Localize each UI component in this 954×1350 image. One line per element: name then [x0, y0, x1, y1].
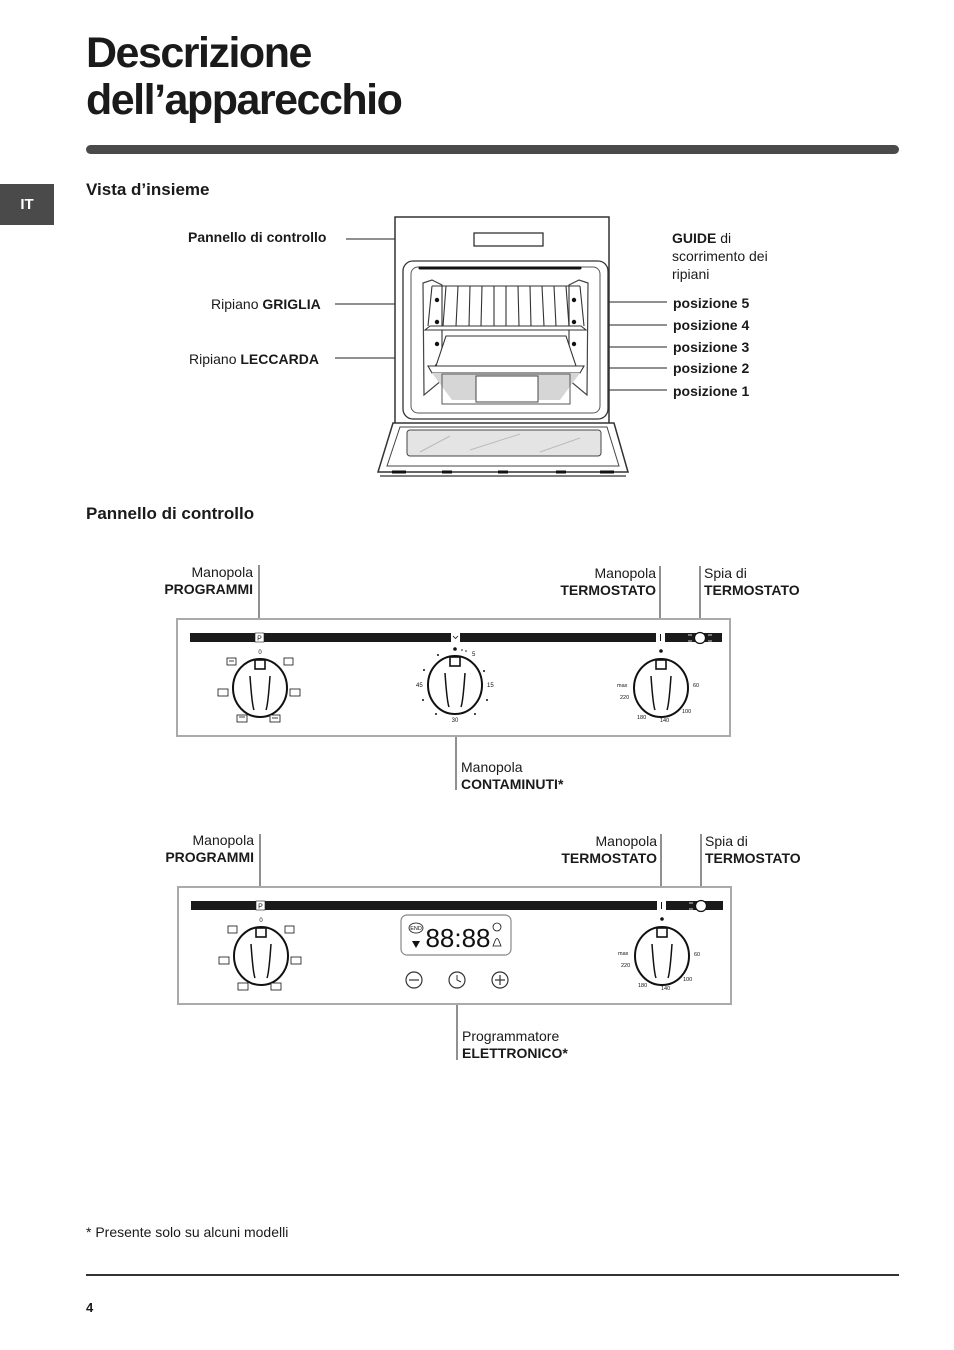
svg-text:140: 140 [660, 718, 670, 724]
control-panel-a [0, 550, 954, 800]
programmer-display [401, 915, 511, 955]
programs-knob[interactable] [233, 659, 287, 717]
footnote: * Presente solo su alcuni modelli [86, 1224, 289, 1240]
svg-text:P: P [257, 635, 262, 643]
svg-text:100: 100 [683, 977, 693, 983]
svg-text:0: 0 [258, 650, 262, 656]
title-line-2: dell’apparecchio [86, 76, 402, 124]
svg-text:END: END [410, 926, 422, 932]
programs-knob-b[interactable] [234, 927, 288, 985]
svg-text:15: 15 [487, 683, 494, 689]
control-panel-b [0, 820, 954, 1060]
panel-b-label-programmer: Programmatore ELETTRONICO* [462, 1028, 568, 1061]
panel-b-label-programs: Manopola PROGRAMMI [165, 832, 254, 865]
footer-rule [86, 1274, 899, 1276]
svg-text:5: 5 [472, 652, 476, 658]
control-panel-heading: Pannello di controllo [86, 504, 255, 523]
label-position-3: posizione 3 [673, 339, 750, 355]
svg-text:220: 220 [620, 695, 630, 701]
language-tab: IT [0, 184, 54, 225]
label-drip-tray: Ripiano LECCARDA [189, 351, 319, 367]
svg-text:180: 180 [638, 983, 648, 989]
overview-heading: Vista d’insieme [86, 180, 210, 199]
plus-button[interactable] [492, 972, 508, 988]
label-control-panel: Pannello di controllo [188, 229, 327, 245]
thermostat-knob-b[interactable] [635, 927, 689, 985]
timer-knob[interactable] [428, 656, 482, 714]
svg-text:220: 220 [621, 963, 631, 969]
svg-text:P: P [258, 903, 263, 911]
clock-button[interactable] [449, 972, 465, 988]
page-number: 4 [86, 1300, 94, 1315]
thermostat-knob[interactable] [634, 659, 688, 717]
svg-text:140: 140 [661, 986, 671, 992]
svg-text:45: 45 [416, 683, 423, 689]
svg-text:max: max [618, 951, 629, 957]
svg-text:max: max [617, 683, 628, 689]
svg-text:100: 100 [682, 709, 692, 715]
title-line-1: Descrizione [86, 29, 311, 77]
panel-a-label-thermostat: Manopola TERMOSTATO [560, 565, 656, 598]
label-position-2: posizione 2 [673, 360, 750, 376]
panel-a-label-timer: Manopola CONTAMINUTI* [461, 759, 564, 792]
label-position-4: posizione 4 [673, 317, 750, 333]
label-position-5: posizione 5 [673, 295, 750, 311]
svg-text:180: 180 [637, 715, 647, 721]
panel-b-label-thermostat: Manopola TERMOSTATO [561, 833, 657, 866]
svg-text:30: 30 [451, 718, 459, 724]
oven-illustration [0, 0, 954, 500]
panel-a-label-lamp: Spia di TERMOSTATO [704, 565, 800, 598]
panel-b-label-lamp: Spia di TERMOSTATO [705, 833, 801, 866]
label-rack: Ripiano GRIGLIA [211, 296, 321, 312]
svg-text:60: 60 [694, 952, 701, 958]
label-guides: GUIDE di scorrimento dei ripiani [672, 230, 768, 282]
svg-text:60: 60 [693, 683, 700, 689]
svg-text:88:88: 88:88 [425, 923, 491, 953]
panel-a-label-programs: Manopola PROGRAMMI [164, 564, 253, 597]
svg-text:0: 0 [259, 918, 263, 924]
minus-button[interactable] [406, 972, 422, 988]
label-position-1: posizione 1 [673, 383, 750, 399]
